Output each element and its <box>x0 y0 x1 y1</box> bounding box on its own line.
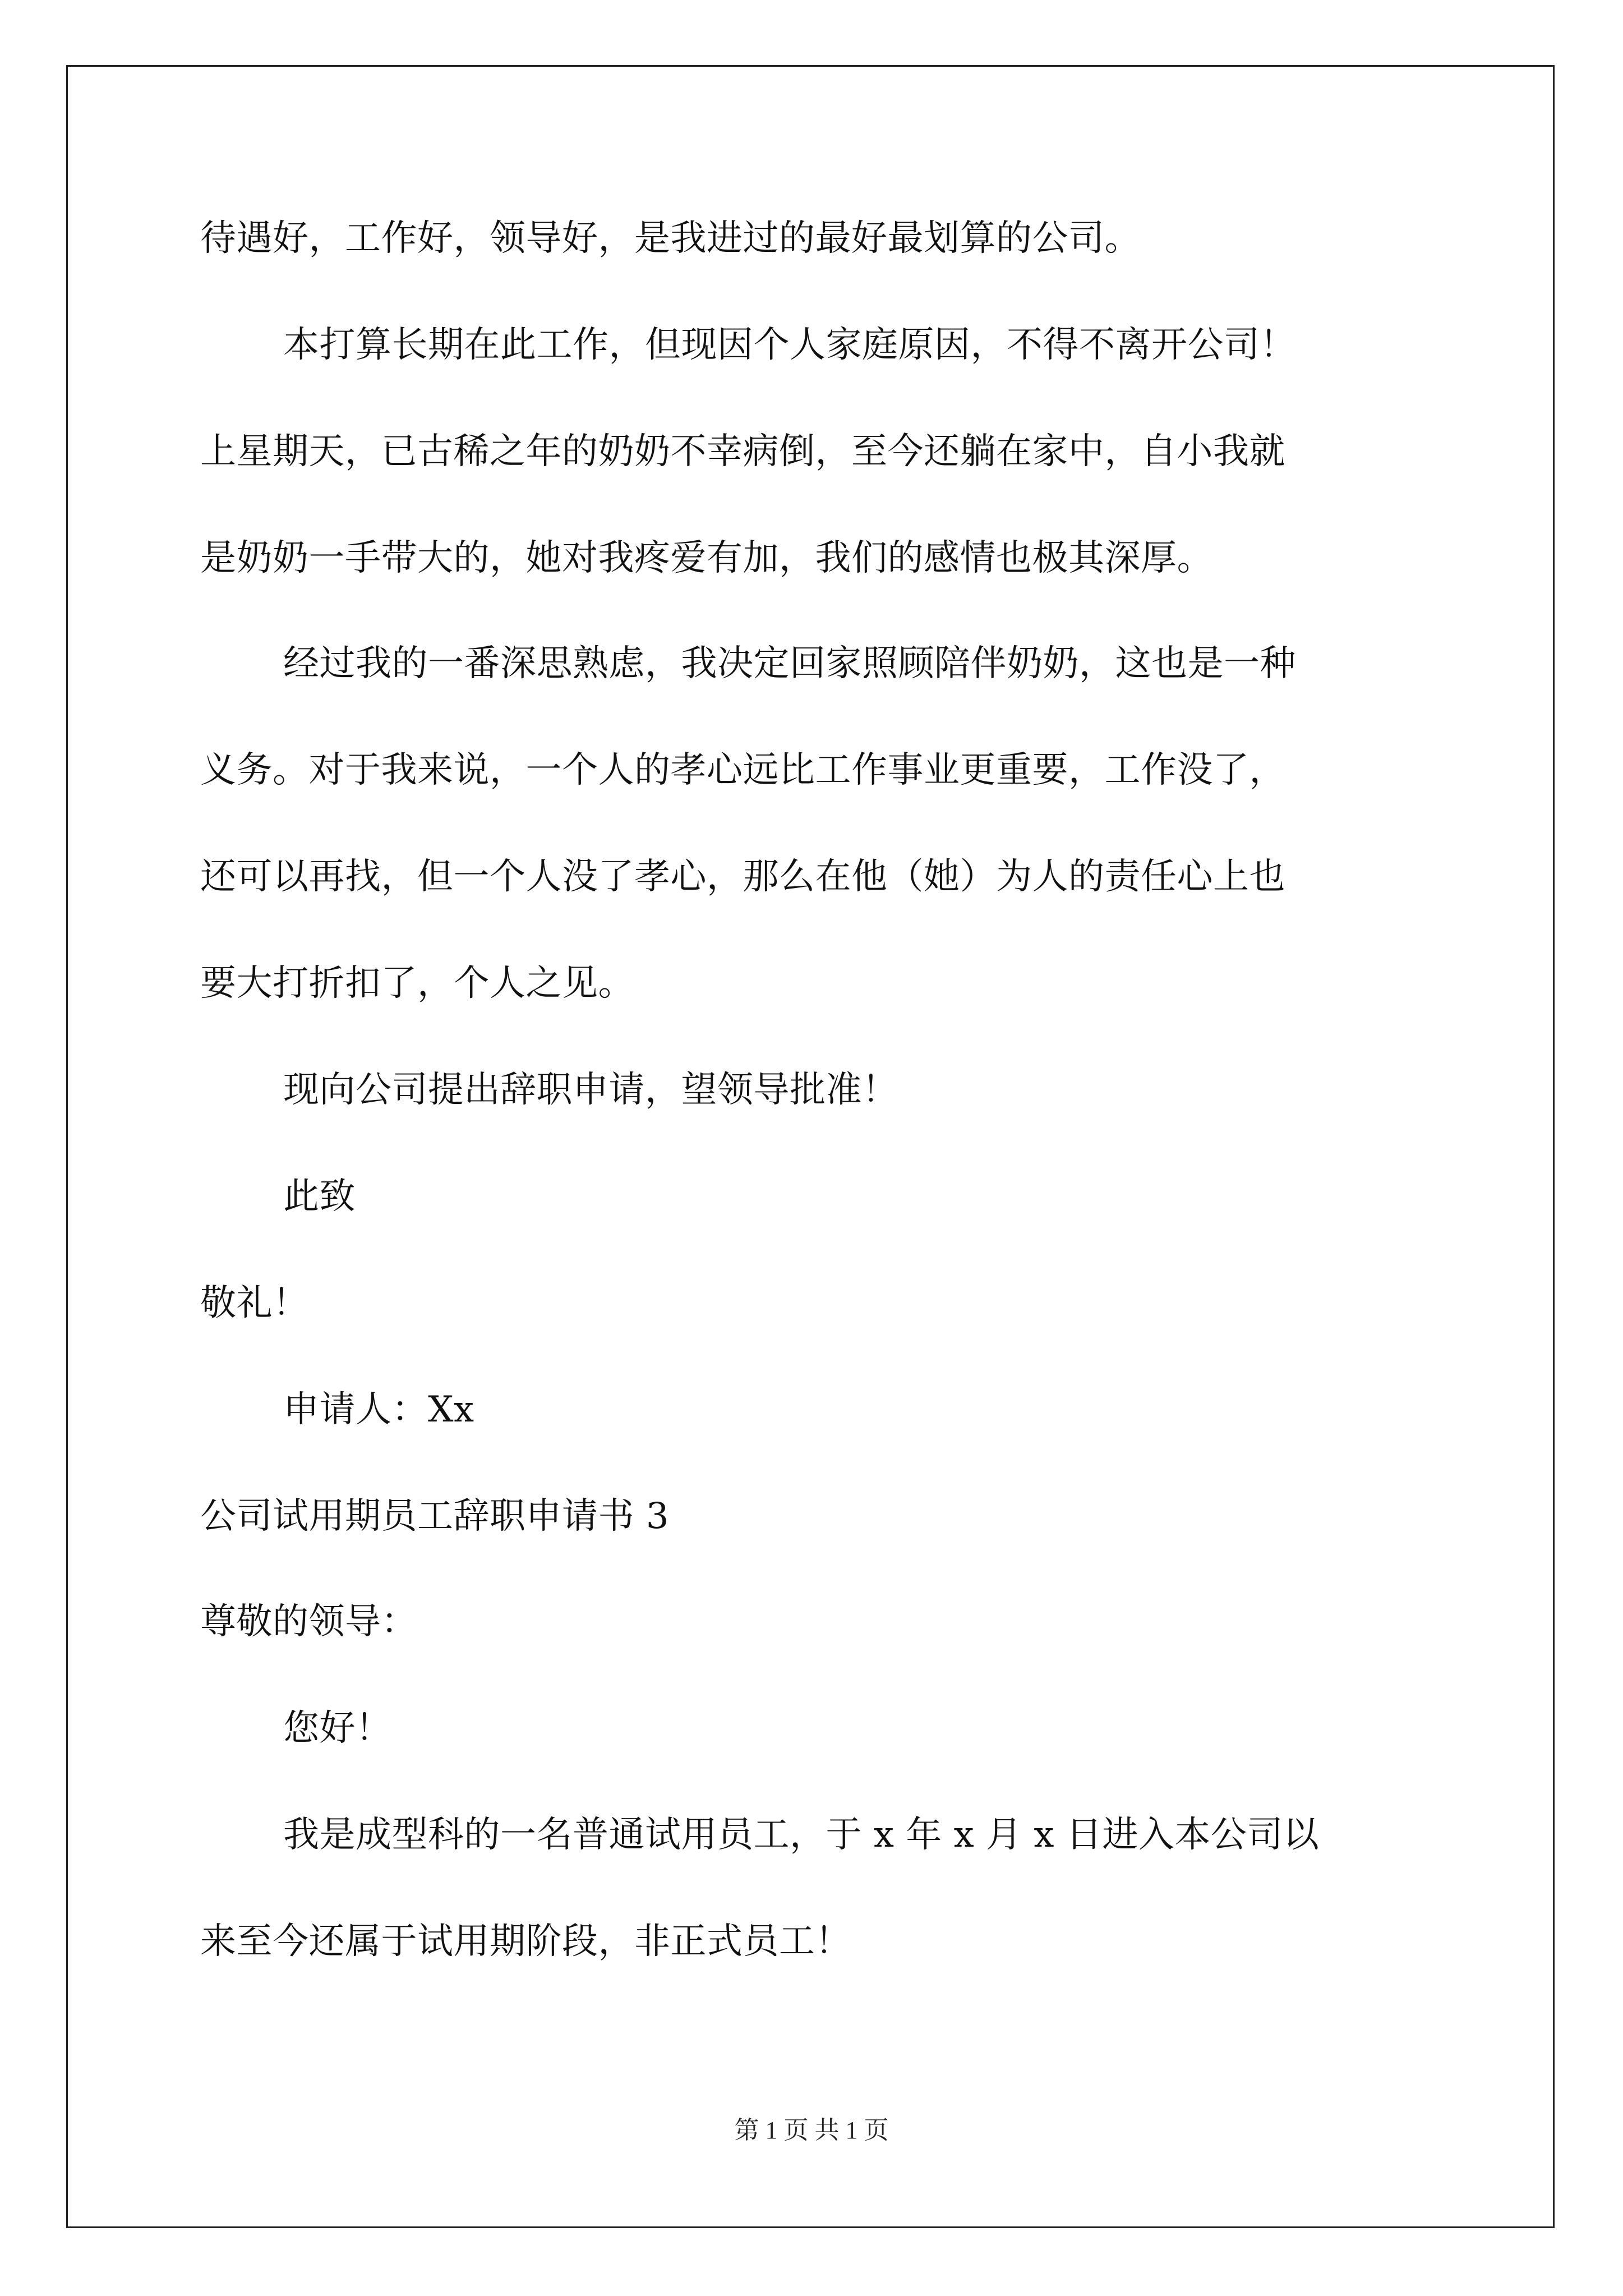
paragraph-line-5: 经过我的一番深思熟虑，我决定回家照顾陪伴奶奶，这也是一种 <box>283 643 1296 684</box>
paragraph-line-3: 上星期天，已古稀之年的奶奶不幸病倒，至今还躺在家中，自小我就 <box>200 431 1285 472</box>
paragraph-line-16: 我是成型科的一名普通试用员工，于 x 年 x 月 x 日进入本公司以 <box>283 1814 1320 1856</box>
paragraph-line-9: 现向公司提出辞职申请，望领导批准！ <box>283 1069 898 1111</box>
paragraph-line-7: 还可以再找，但一个人没了孝心，那么在他（她）为人的责任心上也 <box>200 856 1285 898</box>
page-border <box>66 65 1555 2228</box>
hello-line: 您好！ <box>283 1708 392 1749</box>
salutation-line: 敬礼！ <box>200 1282 309 1324</box>
paragraph-line-2: 本打算长期在此工作，但现因个人家庭原因，不得不离开公司！ <box>283 324 1296 366</box>
signature-line: 申请人：Xx <box>283 1389 474 1430</box>
paragraph-line-1: 待遇好，工作好，领导好，是我进过的最好最划算的公司。 <box>200 218 1141 259</box>
paragraph-line-8: 要大打折扣了，个人之见。 <box>200 963 634 1004</box>
paragraph-line-4: 是奶奶一手带大的，她对我疼爱有加，我们的感情也极其深厚。 <box>200 537 1213 579</box>
greeting-line: 尊敬的领导： <box>200 1601 417 1642</box>
closing-line: 此致 <box>283 1176 356 1217</box>
page-footer: 第 1 页 共 1 页 <box>734 2116 889 2144</box>
paragraph-line-17: 来至今还属于试用期阶段，非正式员工！ <box>200 1921 851 1962</box>
paragraph-line-6: 义务。对于我来说，一个人的孝心远比工作事业更重要，工作没了， <box>200 749 1285 791</box>
section-heading: 公司试用期员工辞职申请书 3 <box>200 1496 670 1537</box>
